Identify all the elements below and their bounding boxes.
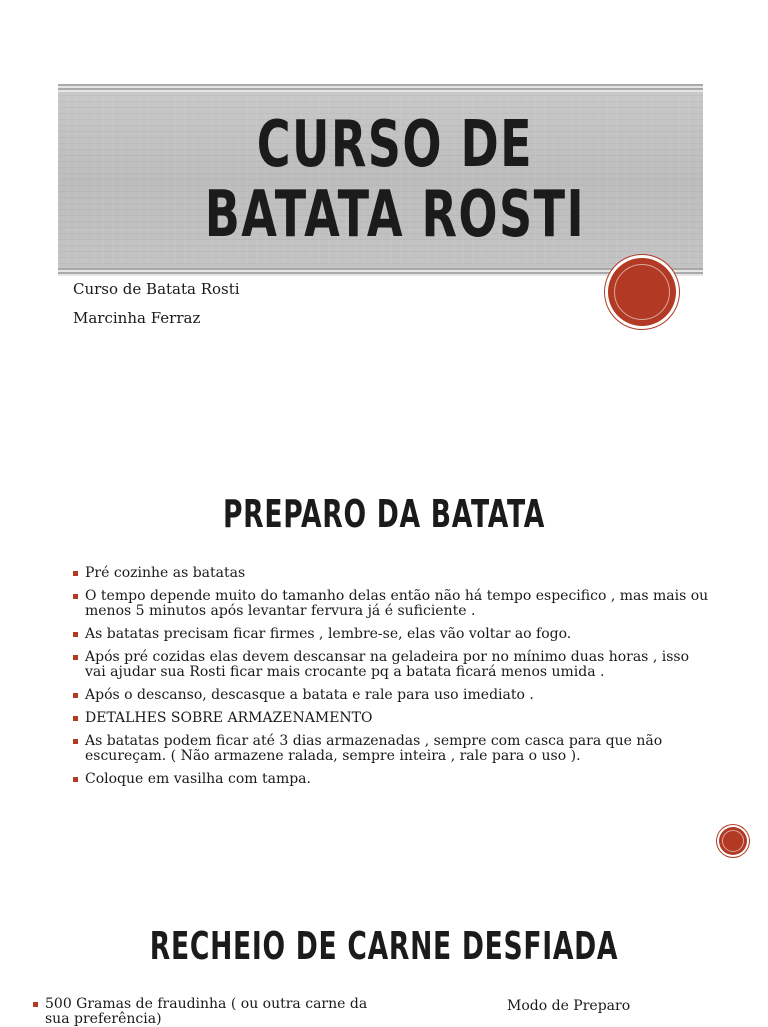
bullet-square-icon — [73, 571, 78, 576]
modo-de-preparo-heading: Modo de Preparo — [507, 998, 631, 1014]
bullet-square-icon — [73, 739, 78, 744]
band-stripe-bottom — [58, 268, 703, 276]
list-item: Pré cozinhe as batatas — [73, 566, 713, 581]
slide-title: CURSO DE BATATA ROSTI — [204, 108, 586, 252]
bullet-square-icon — [33, 1002, 38, 1007]
subtitle-author: Marcinha Ferraz — [73, 309, 201, 327]
band-stripe-top — [58, 84, 703, 92]
list-item: O tempo depende muito do tamanho delas então não há tempo especifico , mas mais ou menos 5 minutos após levantar fervura já é suficiente . — [73, 589, 713, 619]
section-title-preparo: PREPARO DA BATATA — [222, 492, 546, 536]
bullet-square-icon — [73, 632, 78, 637]
list-item: Após pré cozidas elas devem descansar na geladeira por no mínimo duas horas , isso vai ajudar sua Rosti ficar mais crocante pq a batata ficará menos umida . — [73, 650, 713, 680]
bullet-square-icon — [73, 655, 78, 660]
bullet-square-icon — [73, 777, 78, 782]
ingredient-text: 500 Gramas de fraudinha ( ou outra carne da sua preferência) — [45, 996, 368, 1027]
list-item: DETALHES SOBRE ARMAZENAMENTO — [73, 711, 713, 726]
title-band — [58, 84, 703, 276]
preparo-bullet-list — [73, 566, 713, 795]
list-item: Após o descanso, descasque a batata e rale para uso imediato . — [73, 688, 713, 703]
list-item: As batatas podem ficar até 3 dias armazenadas , sempre com casca para que não escureçam. ( Não armazene ralada, sempre inteira , rale para o uso ). — [73, 734, 713, 764]
list-item: As batatas precisam ficar firmes , lembre-se, elas vão voltar ao fogo. — [73, 627, 713, 642]
subtitle-course: Curso de Batata Rosti — [73, 280, 240, 298]
list-item: Coloque em vasilha com tampa. — [73, 772, 713, 787]
ingredient-item — [33, 997, 393, 1027]
section-title-recheio: RECHEIO DE CARNE DESFIADA — [149, 924, 619, 968]
bullet-square-icon — [73, 716, 78, 721]
bullet-square-icon — [73, 594, 78, 599]
decorative-circle-icon — [608, 258, 676, 326]
decorative-circle-small-icon — [719, 827, 747, 855]
bullet-square-icon — [73, 693, 78, 698]
